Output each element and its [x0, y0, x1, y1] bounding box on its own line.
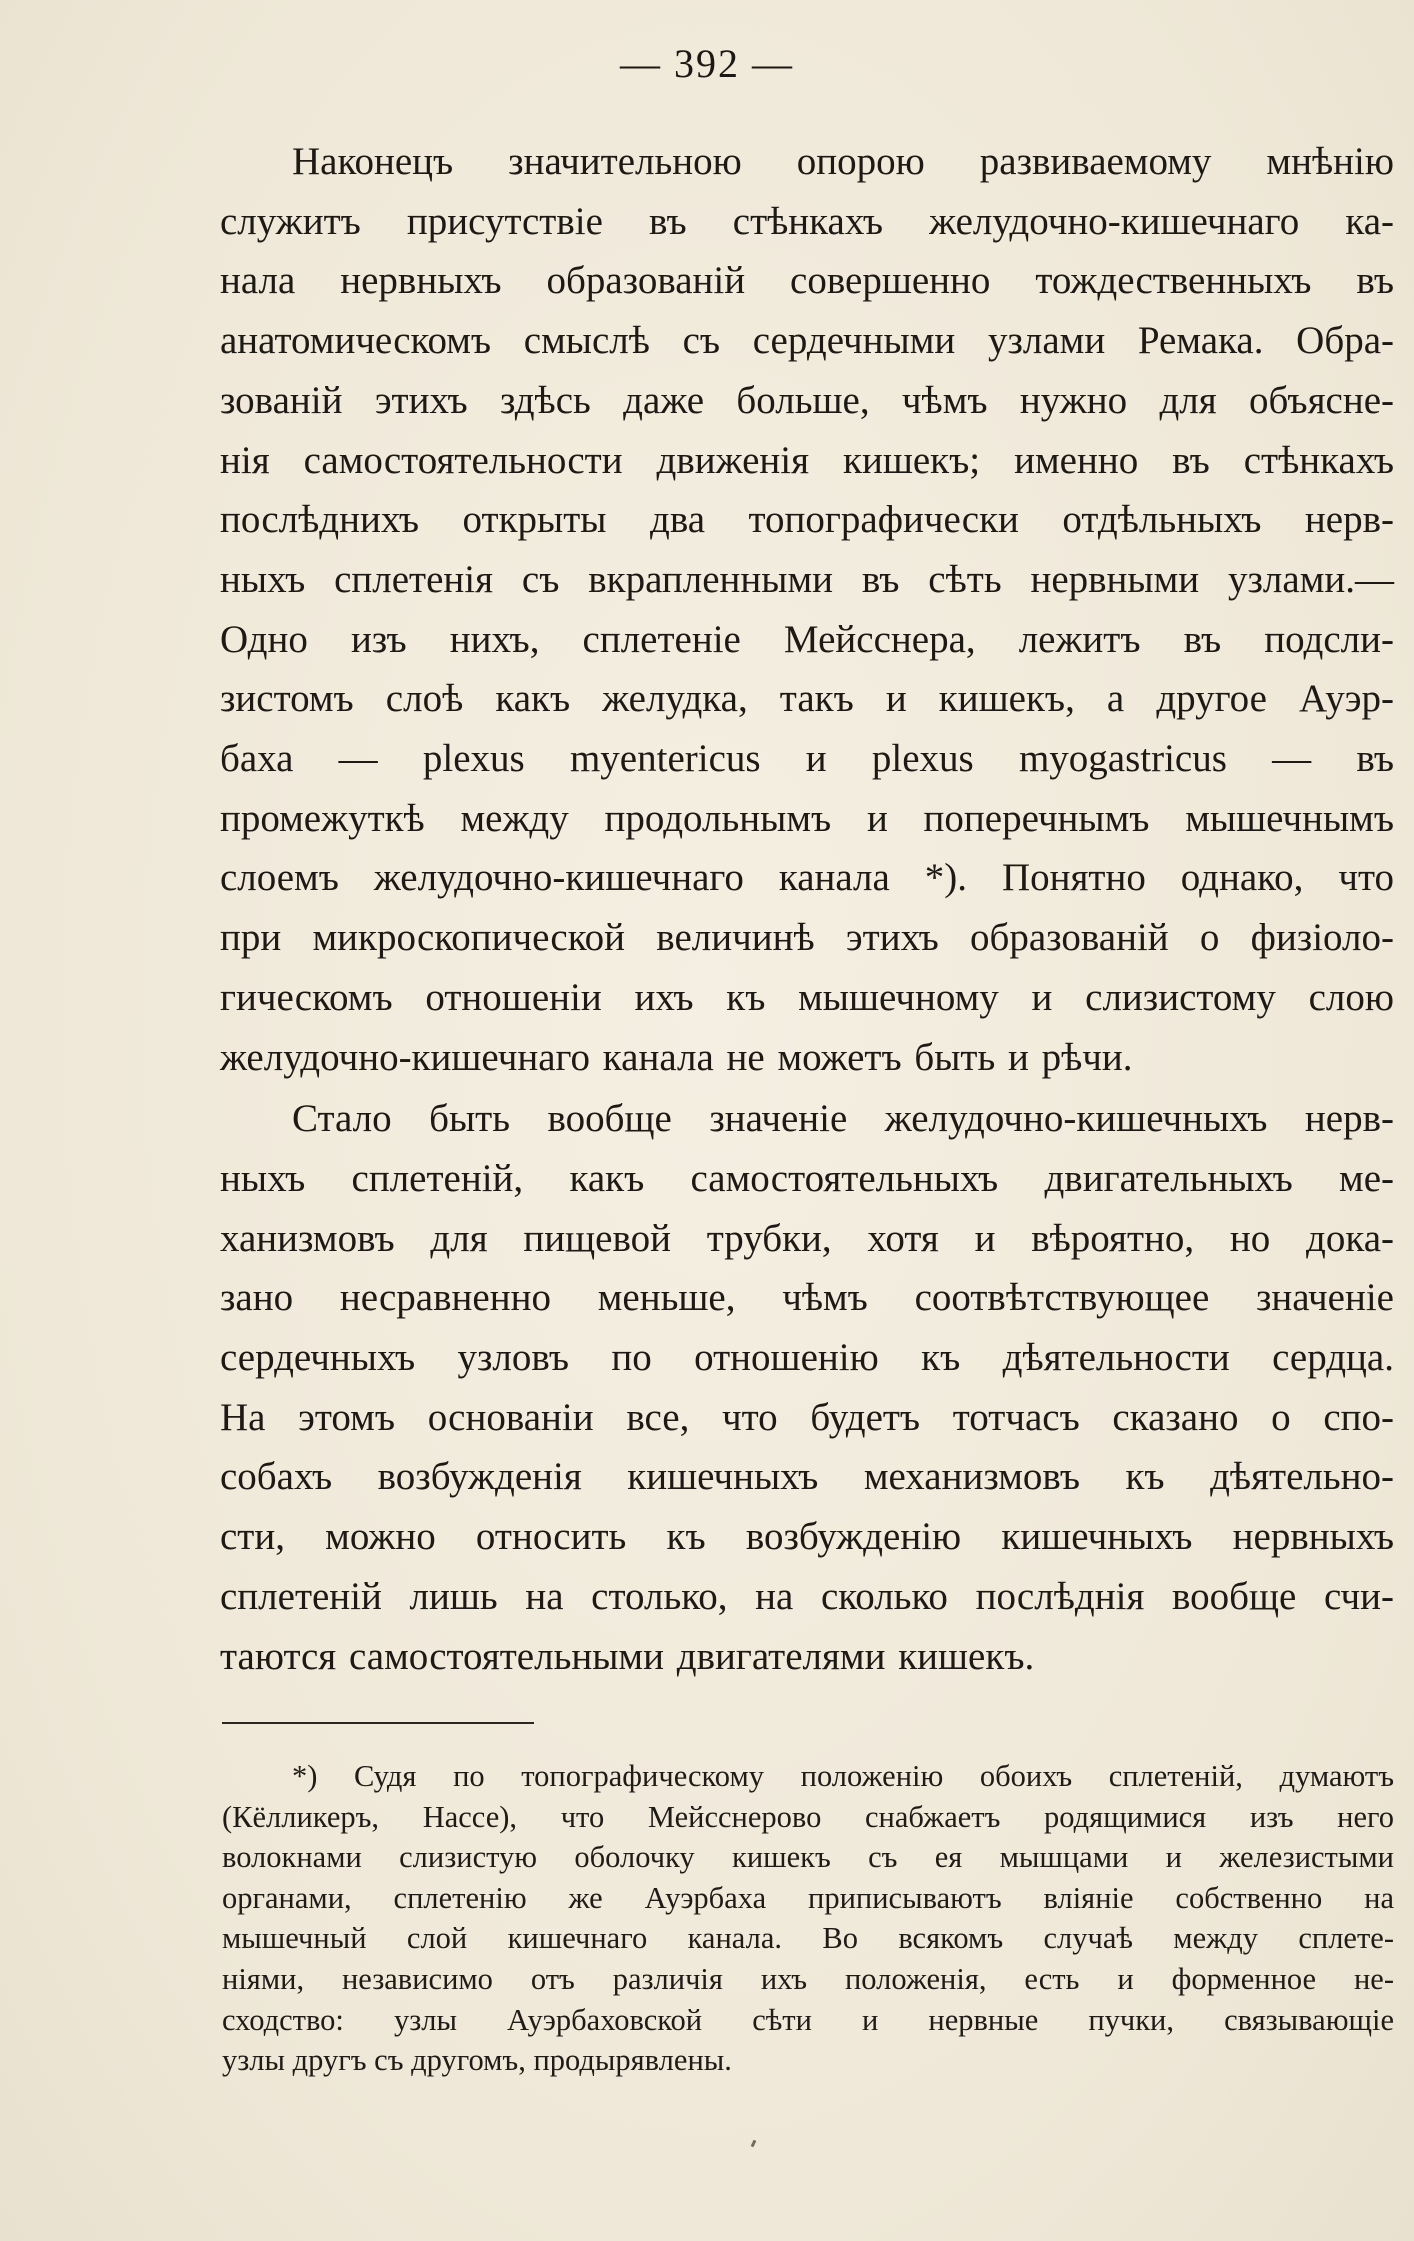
footnote-line: мышечный слой кишечнаго канала. Во всякомъ случаѣ между сплете- — [222, 1921, 1394, 1956]
text-line: зованій этихъ здѣсь даже больше, чѣмъ нужно для объясне- — [220, 378, 1394, 422]
text-line: сплетеній лишь на столько, на сколько послѣднія вообще счи- — [220, 1574, 1394, 1618]
footnote-line: органами, сплетенію же Ауэрбаха приписываютъ вліяніе собственно на — [222, 1880, 1394, 1915]
text-line: желудочно-кишечнаго канала не можетъ быть и рѣчи. — [220, 1035, 1133, 1079]
text-line: слоемъ желудочно-кишечнаго канала *). Понятно однако, что — [220, 856, 1394, 900]
page-number: — 392 — — [620, 41, 794, 86]
text-line: На этомъ основаніи все, что будетъ тотчасъ сказано о спо- — [220, 1395, 1394, 1439]
text-line: нала нервныхъ образованій совершенно тождественныхъ въ — [220, 259, 1394, 303]
text-line: сердечныхъ узловъ по отношенію къ дѣятельности сердца. — [220, 1336, 1394, 1380]
body-text — [220, 132, 1394, 1686]
footnote-divider — [222, 1722, 534, 1724]
text-line: при микроскопической величинѣ этихъ образованій о физіоло- — [220, 916, 1394, 960]
text-line: сти, можно относить къ возбужденію кишечныхъ нервныхъ — [220, 1515, 1394, 1559]
footnote-line: (Кёлликеръ, Нассе), что Мейсснерово снабжаетъ родящимися изъ него — [222, 1799, 1394, 1834]
text-line: таются самостоятельными двигателями кишекъ. — [220, 1634, 1035, 1678]
text-line: служитъ присутствіе въ стѣнкахъ желудочно-кишечнаго ка- — [220, 199, 1394, 243]
footnote — [222, 1756, 1394, 2081]
text-line: зано несравненно меньше, чѣмъ соотвѣтствующее значеніе — [220, 1276, 1394, 1320]
text-line: ханизмовъ для пищевой трубки, хотя и вѣроятно, но дока- — [220, 1216, 1394, 1260]
footnote-line: волокнами слизистую оболочку кишекъ съ ея мышцами и железистыми — [222, 1840, 1394, 1875]
footnote-line: узлы другъ съ другомъ, продырявлены. — [222, 2043, 732, 2078]
text-line: Стало быть вообще значеніе желудочно-кишечныхъ нерв- — [292, 1097, 1394, 1141]
paragraph-1 — [220, 132, 1394, 1087]
text-line: нія самостоятельности движенія кишекъ; именно въ стѣнкахъ — [220, 438, 1394, 482]
footnote-line: *) Судя по топографическому положенію обоихъ сплетеній, думаютъ — [292, 1759, 1394, 1793]
paragraph-2 — [220, 1089, 1394, 1686]
text-line: послѣднихъ открыты два топографически отдѣльныхъ нерв- — [220, 498, 1394, 542]
footnote-line: сходство: узлы Ауэрбаховской сѣти и нервные пучки, связывающіе — [222, 2002, 1394, 2037]
text-line: Наконецъ значительною опорою развиваемому мнѣнію — [292, 140, 1394, 183]
ink-speck — [751, 2140, 757, 2148]
text-line: ныхъ сплетенія съ вкрапленными въ сѣть нервными узлами.— — [220, 557, 1394, 601]
text-line: гическомъ отношеніи ихъ къ мышечному и слизистому слою — [220, 975, 1394, 1019]
text-line: зистомъ слоѣ какъ желудка, такъ и кишекъ, а другое Ауэр- — [220, 677, 1394, 721]
text-line: анатомическомъ смыслѣ съ сердечными узлами Ремака. Обра- — [220, 319, 1394, 363]
text-line: Одно изъ нихъ, сплетеніе Мейсснера, лежитъ въ подсли- — [220, 617, 1394, 661]
footnote-line: ніями, независимо отъ различія ихъ положенія, есть и форменное не- — [222, 1961, 1394, 1996]
text-line: ныхъ сплетеній, какъ самостоятельныхъ двигательныхъ ме- — [220, 1156, 1394, 1200]
text-line: собахъ возбужденія кишечныхъ механизмовъ къ дѣятельно- — [220, 1455, 1394, 1499]
text-line: баха — plexus myentericus и plexus myogastricus — въ — [220, 737, 1394, 781]
text-line: промежуткѣ между продольнымъ и поперечнымъ мышечнымъ — [220, 796, 1394, 840]
